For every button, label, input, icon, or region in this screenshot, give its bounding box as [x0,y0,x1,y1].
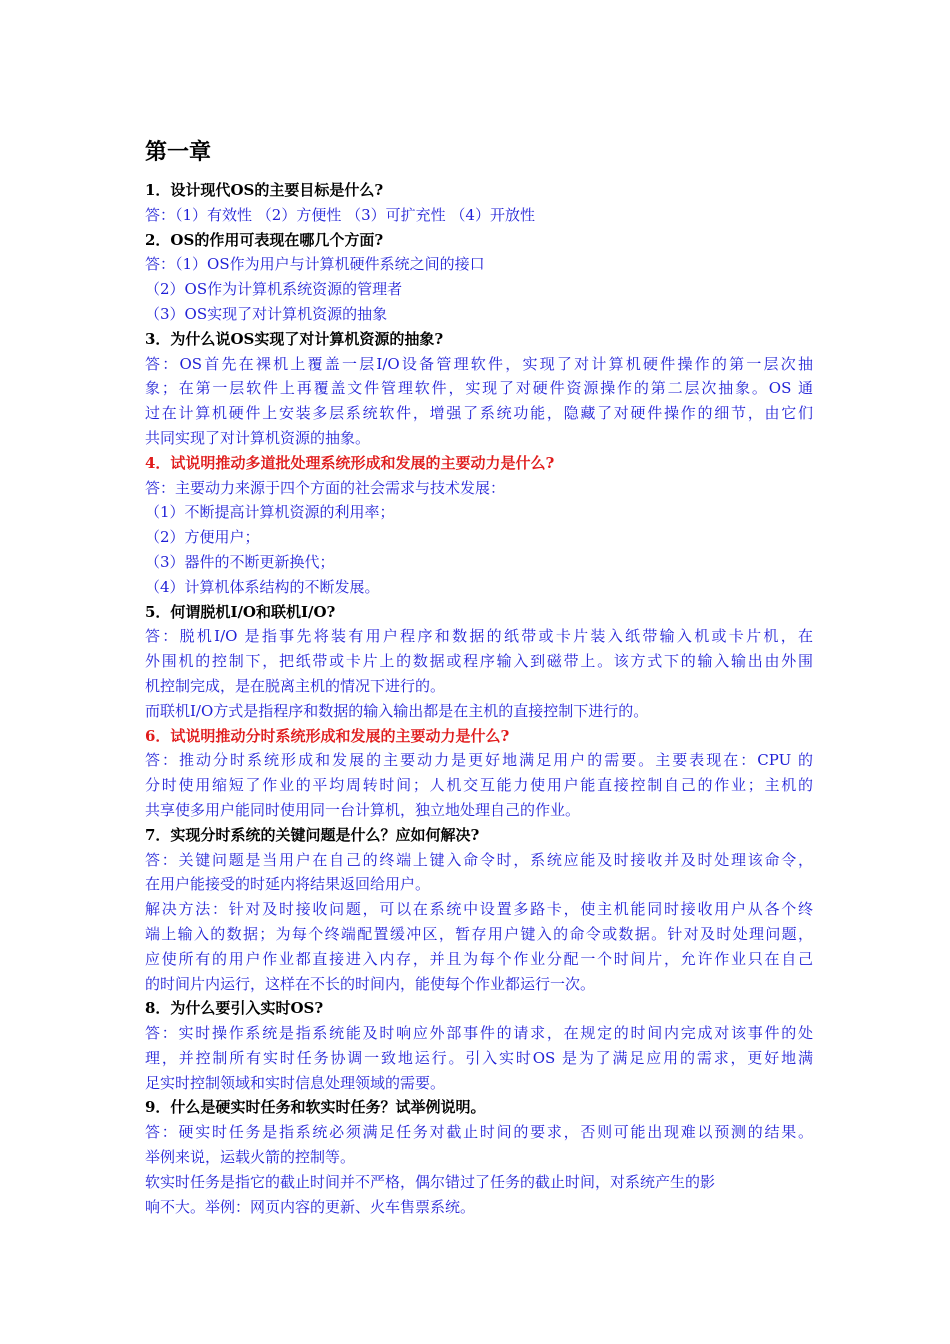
answer-line: （1）不断提高计算机资源的利用率； [145,503,395,522]
question-line: 5．何谓脱机I/O和联机I/O? [145,602,336,621]
answer-line: 答：脱机I/O 是指事先将装有用户程序和数据的纸带或卡片装入纸带输入机或卡片机，在 [145,627,813,646]
answer-line: 端上输入的数据；为每个终端配置缓冲区，暂存用户键入的命令或数据。针对及时处理问题， [145,924,813,943]
answer-line: 软实时任务是指它的截止时间并不严格，偶尔错过了任务的截止时间，对系统产生的影 [145,1172,716,1191]
answer-line: （2）OS作为计算机系统资源的管理者 [145,280,403,299]
question-line: 9．什么是硬实时任务和软实时任务？试举例说明。 [145,1098,486,1117]
answer-line: 外围机的控制下，把纸带或卡片上的数据或程序输入到磁带上。该方式下的输入输出由外围 [145,652,813,671]
answer-line: 而联机I/O方式是指程序和数据的输入输出都是在主机的直接控制下进行的。 [145,701,649,720]
answer-line: 答：实时操作系统是指系统能及时响应外部事件的请求，在规定的时间内完成对该事件的处 [145,1024,813,1043]
answer-line: 机控制完成，是在脱离主机的情况下进行的。 [145,676,446,695]
question-line: 7．实现分时系统的关键问题是什么？应如何解决? [145,825,480,844]
answer-line: 过在计算机硬件上安装多层系统软件，增强了系统功能，隐藏了对硬件操作的细节，由它们 [145,404,813,423]
answer-line: 答：主要动力来源于四个方面的社会需求与技术发展： [145,478,506,497]
highlighted-question-line: 6．试说明推动分时系统形成和发展的主要动力是什么? [145,726,510,745]
answer-line: （2）方便用户； [145,528,260,547]
answer-line: 在用户能接受的时延内将结果返回给用户。 [145,875,431,894]
document-content [145,136,813,1219]
answer-line: 分时使用缩短了作业的平均周转时间；人机交互能力使用户能直接控制自己的作业；主机的 [145,776,813,795]
answer-line: 应使所有的用户作业都直接进入内存，并且为每个作业分配一个时间片，允许作业只在自己 [145,949,813,968]
question-line: 8．为什么要引入实时OS? [145,999,324,1018]
answer-line: 共享使多用户能同时使用同一台计算机，独立地处理自己的作业。 [145,800,581,819]
answer-line: 答：硬实时任务是指系统必须满足任务对截止时间的要求，否则可能出现难以预测的结果。 [145,1123,813,1142]
answer-line: 共同实现了对计算机资源的抽象。 [145,428,371,447]
answer-line: （3）OS实现了对计算机资源的抽象 [145,304,388,323]
qa-lines [145,178,813,1219]
answer-line: 解决方法：针对及时接收问题，可以在系统中设置多路卡，使主机能同时接收用户从各个终 [145,900,813,919]
answer-line: 答：（1）OS作为用户与计算机硬件系统之间的接口 [145,255,485,274]
answer-line: 象；在第一层软件上再覆盖文件管理软件，实现了对硬件资源操作的第二层次抽象。OS 通 [145,379,813,398]
answer-line: 足实时控制领域和实时信息处理领域的需要。 [145,1073,446,1092]
answer-line: 理，并控制所有实时任务协调一致地运行。引入实时OS 是为了满足应用的需求，更好地满 [145,1048,813,1067]
answer-line: 答：关键问题是当用户在自己的终端上键入命令时，系统应能及时接收并及时处理该命令， [145,850,813,869]
answer-line: （3）器件的不断更新换代； [145,552,335,571]
question-line: 1．设计现代OS的主要目标是什么? [145,181,384,199]
question-line: 2．OS的作用可表现在哪几个方面? [145,230,384,249]
answer-line: 响不大。举例：网页内容的更新、火车售票系统。 [145,1197,476,1216]
answer-line: 答：（1）有效性 （2）方便性 （3）可扩充性 （4）开放性 [145,205,535,224]
answer-line: 答：OS首先在裸机上覆盖一层I/O设备管理软件，实现了对计算机硬件操作的第一层次抽 [145,354,813,373]
answer-line: 答：推动分时系统形成和发展的主要动力是更好地满足用户的需要。主要表现在：CPU 的 [145,751,813,770]
answer-line: 举例来说，运载火箭的控制等。 [145,1148,356,1167]
answer-line: 的时间片内运行，这样在不长的时间内，能使每个作业都运行一次。 [145,974,596,993]
answer-line: （4）计算机体系结构的不断发展。 [145,577,380,596]
question-line: 3．为什么说OS实现了对计算机资源的抽象? [145,329,444,348]
chapter-title: 第一章 [145,139,212,165]
highlighted-question-line: 4．试说明推动多道批处理系统形成和发展的主要动力是什么? [145,453,555,472]
